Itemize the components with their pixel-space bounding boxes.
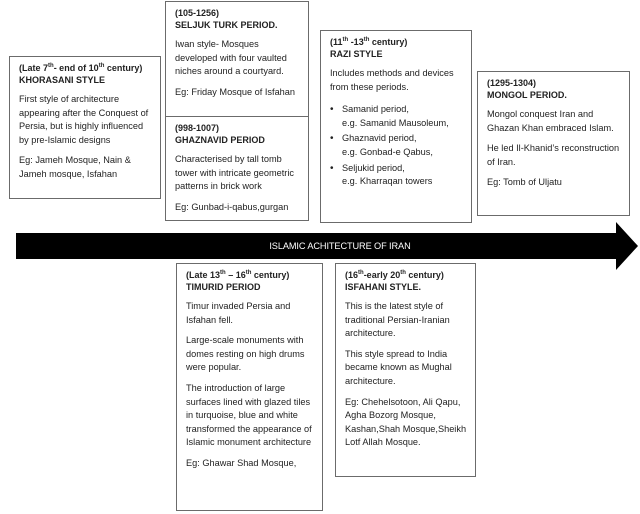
isfahani-example: Eg: Chehelsotoon, Ali Qapu, Agha Bozorg Mosque, Kashan,Shah Mosque,Sheikh Lotf Allah Mosque. <box>345 396 467 448</box>
timurid-title: TIMURID PERIOD <box>186 282 261 292</box>
timurid-description-2: Large-scale monuments with domes resting on high drums were popular. <box>186 335 305 373</box>
timurid-description-1: Timur invaded Persia and Isfahan fell. <box>186 301 291 325</box>
seljuk-description: Iwan style- Mosques developed with four vaulted niches around a courtyard. <box>175 39 287 77</box>
mongol-title: MONGOL PERIOD. <box>487 90 567 100</box>
razi-description: Includes methods and devices from these periods. <box>330 68 454 92</box>
isfahani-period: (16th-early 20th century) <box>345 270 444 280</box>
seljuk-title: SELJUK TURK PERIOD. <box>175 20 278 30</box>
ghaznavid-box <box>165 116 309 221</box>
timurid-period: (Late 13th – 16th century) <box>186 270 290 280</box>
seljuk-box <box>165 1 309 117</box>
list-item: • Seljukid period, e.g. Kharraqan towers <box>342 162 463 189</box>
razi-list <box>330 103 463 189</box>
seljuk-period: (105-1256) <box>175 8 220 18</box>
khorasani-example: Eg: Jameh Mosque, Nain & Jameh mosque, Isfahan <box>19 155 131 179</box>
mongol-period: (1295-1304) <box>487 78 537 88</box>
ghaznavid-example: Eg: Gunbad-i-qabus,gurgan <box>175 201 289 212</box>
list-item: • Samanid period, e.g. Samanid Mausoleum, <box>342 103 463 130</box>
isfahani-description-1: This is the latest style of traditional Persian-Iranian architecture. <box>345 301 450 339</box>
ghaznavid-title: GHAZNAVID PERIOD <box>175 135 265 145</box>
mongol-example: Eg: Tomb of Uljatu <box>487 177 562 188</box>
isfahani-title: ISFAHANI STYLE. <box>345 282 422 292</box>
timurid-description-3: The introduction of large surfaces lined with glazed tiles in turquoise, blue and white transformed the appearance of Islamic monument architecture <box>186 382 312 448</box>
timeline-label: ISLAMIC ACHITECTURE OF IRAN <box>269 241 411 251</box>
ghaznavid-description: Characterised by tall tomb tower with intricate geometric patterns in brick work <box>175 154 294 192</box>
list-item: • Ghaznavid period, e.g. Gonbad-e Qabus, <box>342 132 463 159</box>
mongol-box <box>477 71 630 216</box>
khorasani-title: KHORASANI STYLE <box>19 75 106 85</box>
khorasani-description: First style of architecture appearing after the Conquest of Persia, but is highly influenced by pre-Islamic designs <box>19 94 149 145</box>
isfahani-description-2: This style spread to India became known as Mughal architecture. <box>345 348 452 386</box>
mongol-description-2: He led Il-Khanid’s reconstruction of Iran. <box>487 143 620 167</box>
isfahani-box <box>335 263 476 477</box>
razi-title: RAZI STYLE <box>330 49 383 59</box>
razi-box <box>320 30 472 223</box>
timurid-example: Eg: Ghawar Shad Mosque, <box>186 457 297 468</box>
seljuk-example: Eg: Friday Mosque of Isfahan <box>175 86 296 97</box>
ghaznavid-period: (998-1007) <box>175 123 220 133</box>
mongol-description-1: Mongol conquest Iran and Ghazan Khan embraced Islam. <box>487 109 614 133</box>
khorasani-period: (Late 7th- end of 10th century) <box>19 63 143 73</box>
timurid-box <box>176 263 323 511</box>
khorasani-box <box>9 56 161 199</box>
razi-period: (11th -13th century) <box>330 37 408 47</box>
